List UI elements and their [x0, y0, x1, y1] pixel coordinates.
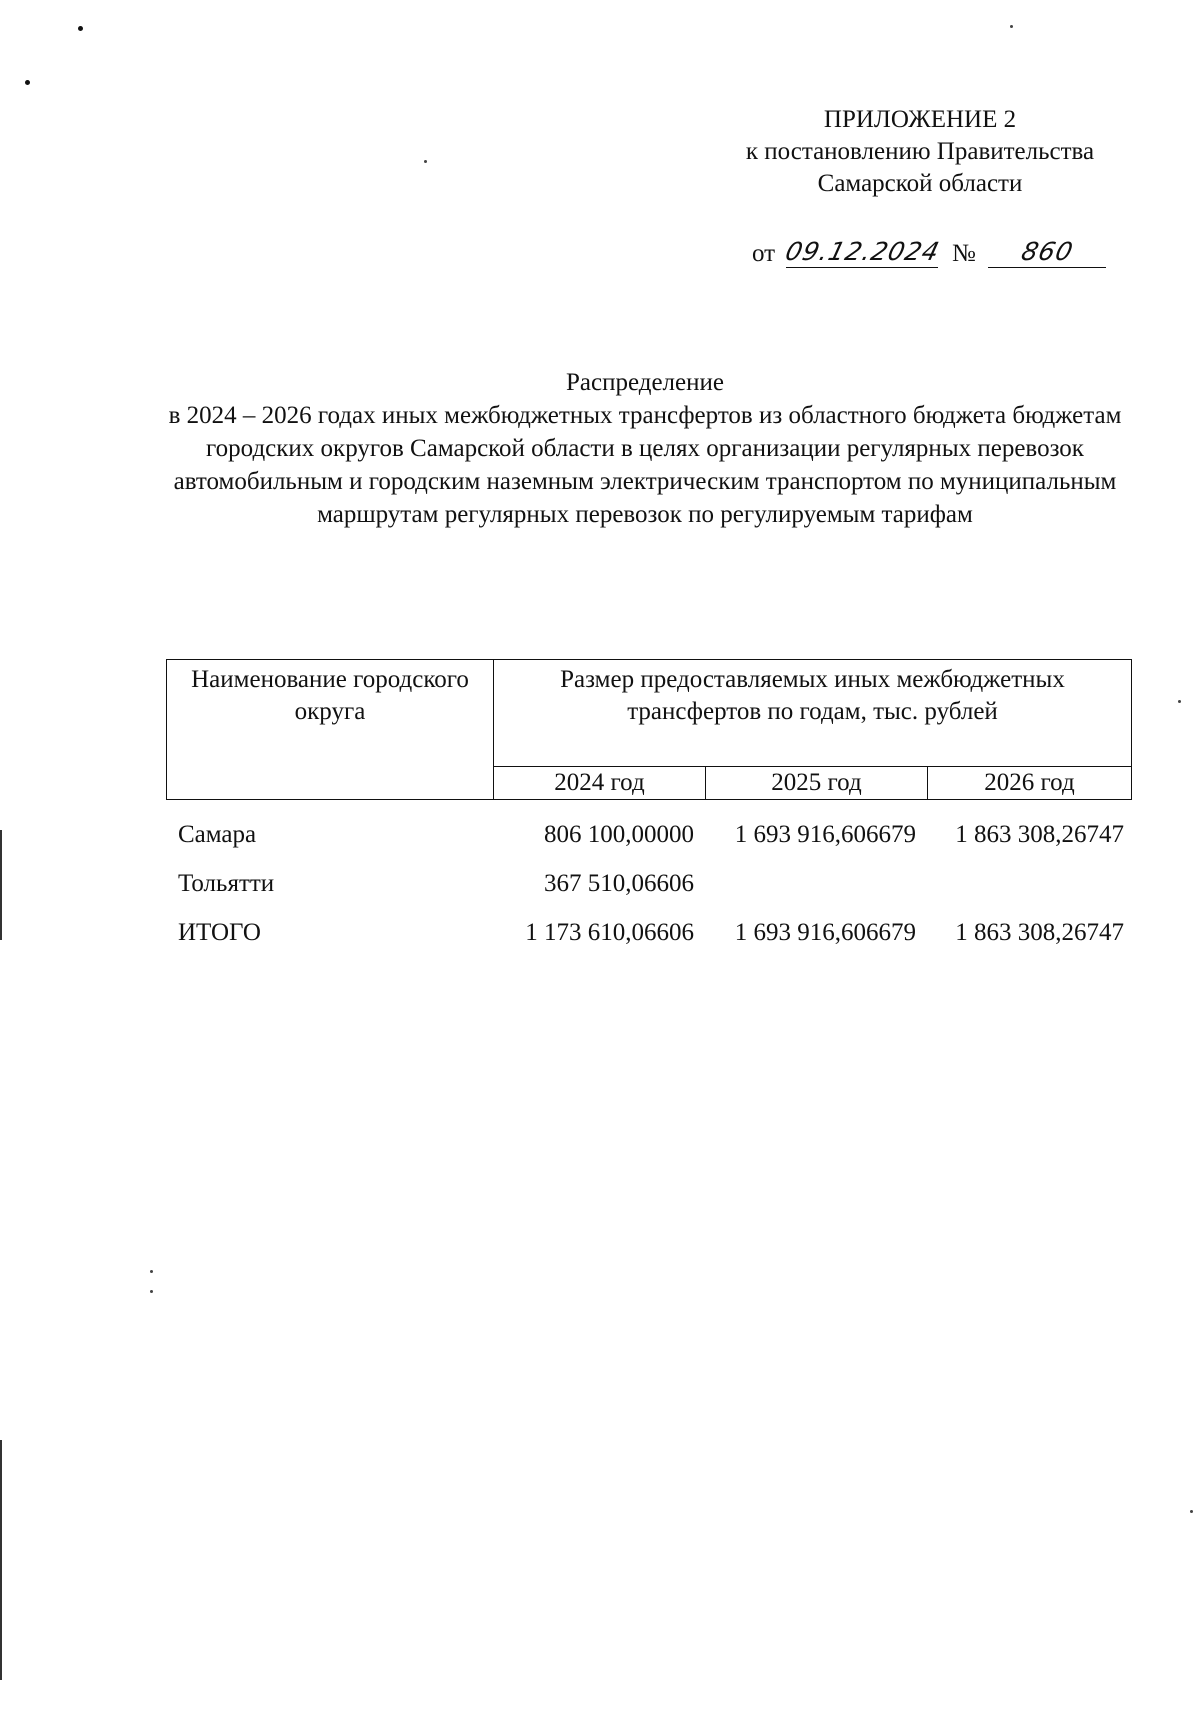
decree-number: 860 [1018, 237, 1077, 266]
scan-speck [150, 1290, 153, 1293]
amount-2024: 367 510,06606 [544, 869, 694, 897]
appendix-subtitle: к постановлению Правительства [745, 138, 1095, 165]
scan-edge-mark [0, 1440, 2, 1680]
decree-number-field [988, 237, 1106, 268]
district-name: Тольятти [178, 869, 275, 897]
amount-2025 [704, 859, 926, 908]
district-name: ИТОГО [178, 918, 261, 946]
allocation-table-body [166, 810, 1134, 957]
scan-edge-mark [0, 830, 2, 940]
allocation-table-header [166, 659, 1132, 800]
year-header-2024: 2024 год [494, 767, 706, 800]
number-sign: № [952, 240, 976, 267]
district-name: Самара [178, 820, 257, 848]
document-title [160, 366, 1130, 531]
amount-2025: 1 693 916,606679 [734, 820, 916, 848]
year-header-2025: 2025 год [706, 767, 928, 800]
appendix-title: ПРИЛОЖЕНИЕ 2 [823, 106, 1017, 133]
decree-date: 09.12.2024 [782, 237, 943, 266]
table-row [166, 859, 1134, 908]
scan-speck [1010, 25, 1013, 28]
scan-speck [1190, 1510, 1193, 1513]
table-row-total [166, 908, 1134, 957]
amount-2024: 1 173 610,06606 [525, 918, 694, 946]
decree-date-line [752, 236, 1108, 272]
year-header-2026: 2026 год [928, 767, 1132, 800]
appendix-header [700, 104, 1140, 200]
scan-speck [1178, 700, 1181, 703]
district-column-header: Наименование городского округа [167, 660, 494, 800]
scan-speck [25, 80, 30, 85]
title-body: в 2024 – 2026 годах иных межбюджетных трансфертов из областного бюджета бюджетам городских округов Самарской области в целях организации регулярных перевозок автомобильным и городским наземным электрическим транспортом по муниципальным маршрутам регулярных перевозок по регулируемым тарифам [168, 402, 1122, 528]
decree-date-field [782, 237, 943, 268]
date-prefix: от [752, 240, 776, 267]
scan-speck [424, 160, 427, 163]
scan-speck [150, 1270, 153, 1273]
scan-speck [78, 26, 83, 31]
amount-2026: 1 863 308,26747 [955, 820, 1124, 848]
amount-2026 [926, 859, 1134, 908]
amount-2026: 1 863 308,26747 [955, 918, 1124, 946]
appendix-region: Самарской области [817, 170, 1023, 197]
title-heading: Распределение [566, 369, 724, 396]
amount-2024: 806 100,00000 [544, 820, 694, 848]
amount-column-header: Размер предоставляемых иных межбюджетных трансфертов по годам, тыс. рублей [494, 660, 1132, 767]
amount-2025: 1 693 916,606679 [734, 918, 916, 946]
table-row [166, 810, 1134, 859]
